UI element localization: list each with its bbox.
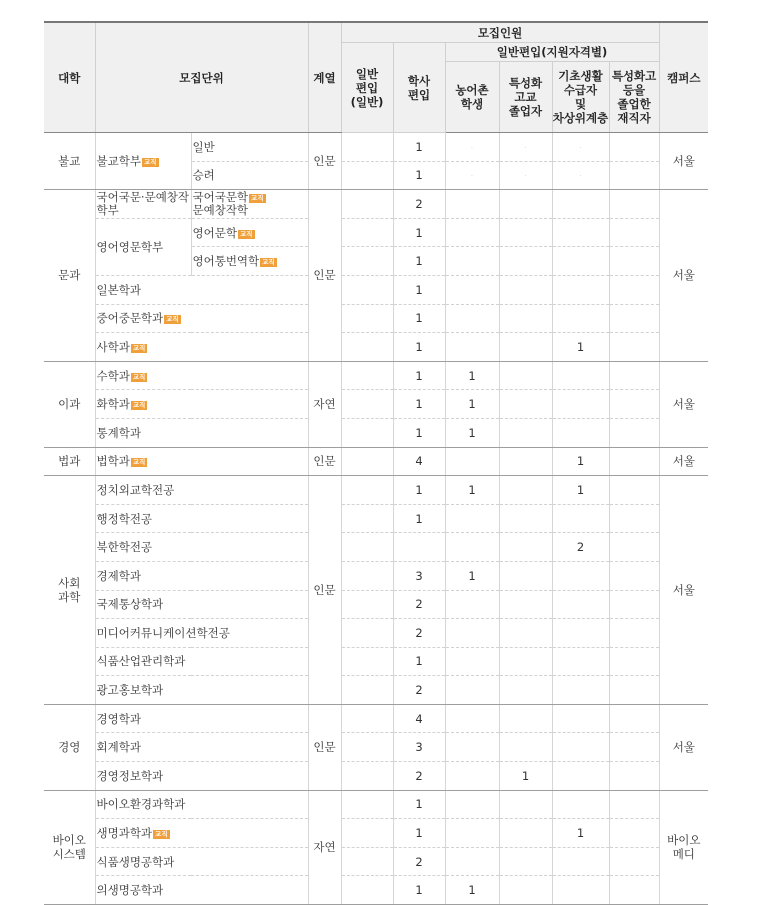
table-row xyxy=(44,762,708,791)
header-campus: 캠퍼스 xyxy=(659,22,708,133)
subunit-cell: 승려 xyxy=(191,161,308,190)
special-hs-cell xyxy=(499,876,552,905)
basic-living-cell xyxy=(552,133,609,162)
college-cell: 사회 과학 xyxy=(44,476,95,705)
bachelor-cell: 1 xyxy=(393,333,445,362)
special-hs-cell xyxy=(499,275,552,304)
special-worker-cell xyxy=(609,418,659,447)
teaching-badge: 교직 xyxy=(132,372,146,381)
table-row xyxy=(44,304,708,333)
rural-cell xyxy=(445,190,499,219)
table-row xyxy=(44,447,708,476)
special-hs-cell xyxy=(499,418,552,447)
unit-label: 수학과 xyxy=(96,368,130,383)
unit-label: 사학과 xyxy=(96,339,130,354)
empty-mark: · xyxy=(579,143,582,152)
track-cell: 자연 xyxy=(308,361,341,447)
basic-living-cell xyxy=(552,390,609,419)
special-hs-cell xyxy=(499,447,552,476)
basic-living-cell xyxy=(552,619,609,648)
special-hs-cell xyxy=(499,161,552,190)
rural-cell xyxy=(445,733,499,762)
special-worker-cell xyxy=(609,561,659,590)
bachelor-cell: 1 xyxy=(393,790,445,819)
special-worker-cell xyxy=(609,161,659,190)
special-worker-cell xyxy=(609,762,659,791)
special-worker-cell xyxy=(609,304,659,333)
header-special-hs: 특성화 고교 졸업자 xyxy=(499,62,552,133)
track-cell: 인문 xyxy=(308,190,341,362)
general-cell xyxy=(341,876,393,905)
header-special-group: 일반편입(지원자격별) xyxy=(445,43,659,62)
basic-living-cell: 1 xyxy=(552,476,609,505)
general-cell xyxy=(341,762,393,791)
unit-cell: 국제통상학과 xyxy=(95,590,308,619)
unit-cell: 북한학전공 xyxy=(95,533,308,562)
bachelor-cell: 2 xyxy=(393,847,445,876)
basic-living-cell xyxy=(552,504,609,533)
unit-cell: 경영정보학과 xyxy=(95,762,308,791)
teaching-badge: 교직 xyxy=(132,458,146,467)
rural-cell xyxy=(445,647,499,676)
subunit-cell xyxy=(191,247,308,276)
table-row xyxy=(44,476,708,505)
unit-cell: 광고홍보학과 xyxy=(95,676,308,705)
special-worker-cell xyxy=(609,819,659,848)
special-worker-cell xyxy=(609,275,659,304)
unit-label: 영어통번역학 xyxy=(192,254,260,269)
teaching-badge: 교직 xyxy=(239,229,253,238)
table-row xyxy=(44,876,708,905)
unit-label: 법학과 xyxy=(96,454,130,469)
track-cell: 인문 xyxy=(308,447,341,476)
general-cell xyxy=(341,275,393,304)
bachelor-cell: 1 xyxy=(393,275,445,304)
table-row xyxy=(44,647,708,676)
special-worker-cell xyxy=(609,533,659,562)
rural-cell xyxy=(445,676,499,705)
rural-cell xyxy=(445,619,499,648)
bachelor-cell: 2 xyxy=(393,590,445,619)
basic-living-cell xyxy=(552,418,609,447)
bachelor-cell: 1 xyxy=(393,361,445,390)
special-hs-cell xyxy=(499,390,552,419)
bachelor-cell: 1 xyxy=(393,418,445,447)
rural-cell xyxy=(445,504,499,533)
special-hs-cell xyxy=(499,733,552,762)
bachelor-cell: 1 xyxy=(393,476,445,505)
table-row xyxy=(44,361,708,390)
special-hs-cell xyxy=(499,304,552,333)
header-college: 대학 xyxy=(44,22,95,133)
special-worker-cell xyxy=(609,247,659,276)
basic-living-cell xyxy=(552,733,609,762)
campus-cell: 서울 xyxy=(659,447,708,476)
rural-cell xyxy=(445,533,499,562)
general-cell xyxy=(341,647,393,676)
special-worker-cell xyxy=(609,504,659,533)
basic-living-cell xyxy=(552,590,609,619)
general-cell xyxy=(341,819,393,848)
rural-cell xyxy=(445,819,499,848)
special-hs-cell xyxy=(499,504,552,533)
bachelor-cell: 1 xyxy=(393,819,445,848)
table-row xyxy=(44,190,708,219)
teaching-badge: 교직 xyxy=(143,158,157,167)
special-hs-cell: 1 xyxy=(499,762,552,791)
empty-mark: · xyxy=(470,172,474,181)
general-cell xyxy=(341,218,393,247)
campus-cell: 서울 xyxy=(659,361,708,447)
special-hs-cell xyxy=(499,218,552,247)
bachelor-cell: 4 xyxy=(393,704,445,733)
table-row xyxy=(44,590,708,619)
table-row xyxy=(44,533,708,562)
special-hs-cell xyxy=(499,561,552,590)
track-cell: 인문 xyxy=(308,704,341,790)
special-hs-cell xyxy=(499,190,552,219)
special-hs-cell xyxy=(499,361,552,390)
table-row xyxy=(44,790,708,819)
unit-label: 불교학부 xyxy=(96,154,141,169)
header-unit: 모집단위 xyxy=(95,22,308,133)
special-worker-cell xyxy=(609,333,659,362)
unit-cell: 식품산업관리학과 xyxy=(95,647,308,676)
general-cell xyxy=(341,476,393,505)
special-hs-cell xyxy=(499,333,552,362)
general-cell xyxy=(341,704,393,733)
special-hs-cell xyxy=(499,476,552,505)
bachelor-cell: 1 xyxy=(393,504,445,533)
basic-living-cell xyxy=(552,676,609,705)
rural-cell xyxy=(445,333,499,362)
rural-cell xyxy=(445,847,499,876)
unit-label: 문예창작학 xyxy=(192,202,249,217)
general-cell xyxy=(341,390,393,419)
campus-cell: 서울 xyxy=(659,476,708,705)
rural-cell xyxy=(445,447,499,476)
rural-cell: 1 xyxy=(445,390,499,419)
empty-mark: · xyxy=(524,143,527,152)
general-cell xyxy=(341,333,393,362)
table-row xyxy=(44,133,708,162)
header-bachelor: 학사 편입 xyxy=(393,43,445,133)
general-cell xyxy=(341,304,393,333)
general-cell xyxy=(341,619,393,648)
unit-cell xyxy=(95,133,191,190)
basic-living-cell xyxy=(552,190,609,219)
rural-cell xyxy=(445,133,499,162)
header-rural: 농어촌 학생 xyxy=(445,62,499,133)
general-cell xyxy=(341,561,393,590)
rural-cell: 1 xyxy=(445,876,499,905)
special-worker-cell xyxy=(609,876,659,905)
table-row xyxy=(44,390,708,419)
empty-mark: · xyxy=(579,172,582,181)
track-cell: 인문 xyxy=(308,133,341,190)
unit-cell: 영어영문학부 xyxy=(95,218,191,275)
bachelor-cell: 1 xyxy=(393,161,445,190)
general-cell xyxy=(341,247,393,276)
special-hs-cell xyxy=(499,819,552,848)
general-cell xyxy=(341,361,393,390)
bachelor-cell: 2 xyxy=(393,619,445,648)
college-cell: 바이오 시스템 xyxy=(44,790,95,904)
special-hs-cell xyxy=(499,247,552,276)
special-hs-cell xyxy=(499,790,552,819)
special-hs-cell xyxy=(499,847,552,876)
subunit-cell: 일반 xyxy=(191,133,308,162)
unit-cell: 행정학전공 xyxy=(95,504,308,533)
header-capacity: 모집인원 xyxy=(341,22,659,43)
rural-cell xyxy=(445,790,499,819)
unit-cell: 회계학과 xyxy=(95,733,308,762)
teaching-badge: 교직 xyxy=(132,401,146,410)
bachelor-cell: 1 xyxy=(393,133,445,162)
bachelor-cell: 1 xyxy=(393,247,445,276)
header-special-worker: 특성화고 등을 졸업한 재직자 xyxy=(609,62,659,133)
general-cell xyxy=(341,847,393,876)
basic-living-cell xyxy=(552,704,609,733)
general-cell xyxy=(341,533,393,562)
teaching-badge: 교직 xyxy=(155,830,168,839)
unit-cell: 국어국문·문예창작학부 xyxy=(96,189,190,217)
special-hs-cell xyxy=(499,619,552,648)
rural-cell: 1 xyxy=(445,361,499,390)
special-worker-cell xyxy=(609,847,659,876)
unit-cell: 의생명공학과 xyxy=(95,876,308,905)
general-cell xyxy=(341,790,393,819)
general-cell xyxy=(341,504,393,533)
unit-cell xyxy=(95,447,308,476)
rural-cell: 1 xyxy=(445,561,499,590)
special-worker-cell xyxy=(609,590,659,619)
general-cell xyxy=(341,190,393,219)
subunit-cell xyxy=(191,218,308,247)
unit-cell xyxy=(95,390,308,419)
table-row xyxy=(44,704,708,733)
table-row xyxy=(44,676,708,705)
empty-mark: · xyxy=(470,143,474,152)
bachelor-cell: 3 xyxy=(393,561,445,590)
special-hs-cell xyxy=(499,590,552,619)
rural-cell: 1 xyxy=(445,418,499,447)
special-worker-cell xyxy=(609,733,659,762)
rural-cell xyxy=(445,161,499,190)
basic-living-cell xyxy=(552,876,609,905)
campus-cell: 바이오 메디 xyxy=(659,790,708,904)
recruitment-table xyxy=(44,21,708,905)
table-row xyxy=(44,275,708,304)
unit-label: 중어중문학과 xyxy=(96,311,164,326)
unit-label: 화학과 xyxy=(96,397,130,412)
header-track: 계열 xyxy=(308,22,341,133)
empty-mark: · xyxy=(524,172,527,181)
rural-cell xyxy=(445,590,499,619)
unit-cell: 일본학과 xyxy=(95,275,308,304)
unit-label: 생명과학과 xyxy=(96,826,153,841)
bachelor-cell: 2 xyxy=(393,762,445,791)
table-row xyxy=(44,619,708,648)
teaching-badge: 교직 xyxy=(251,193,264,202)
unit-label: 국어국문학 xyxy=(192,189,249,204)
rural-cell xyxy=(445,218,499,247)
special-worker-cell xyxy=(609,647,659,676)
special-worker-cell xyxy=(609,218,659,247)
basic-living-cell xyxy=(552,561,609,590)
special-hs-cell xyxy=(499,133,552,162)
basic-living-cell xyxy=(552,161,609,190)
basic-living-cell xyxy=(552,847,609,876)
unit-cell: 미디어커뮤니케이션학전공 xyxy=(95,619,308,648)
teaching-badge: 교직 xyxy=(262,258,275,267)
general-cell xyxy=(341,133,393,162)
header-general: 일반 편입 (일반) xyxy=(341,43,393,133)
bachelor-cell: 2 xyxy=(393,190,445,219)
basic-living-cell xyxy=(552,647,609,676)
basic-living-cell xyxy=(552,361,609,390)
bachelor-cell: 4 xyxy=(393,447,445,476)
track-cell: 자연 xyxy=(308,790,341,904)
campus-cell: 서울 xyxy=(659,190,708,362)
bachelor-cell xyxy=(393,533,445,562)
bachelor-cell: 2 xyxy=(393,676,445,705)
table-row xyxy=(44,847,708,876)
unit-cell xyxy=(95,361,308,390)
table-row xyxy=(44,504,708,533)
basic-living-cell xyxy=(552,762,609,791)
bachelor-cell: 1 xyxy=(393,390,445,419)
subunit-cell xyxy=(191,190,308,219)
unit-cell: 정치외교학전공 xyxy=(95,476,308,505)
basic-living-cell xyxy=(552,218,609,247)
general-cell xyxy=(341,418,393,447)
special-worker-cell xyxy=(609,619,659,648)
general-cell xyxy=(341,447,393,476)
college-cell: 문과 xyxy=(44,190,95,362)
table-body xyxy=(44,133,708,905)
unit-cell: 경영학과 xyxy=(95,704,308,733)
special-worker-cell xyxy=(609,447,659,476)
teaching-badge: 교직 xyxy=(166,315,179,324)
general-cell xyxy=(341,676,393,705)
table-row xyxy=(44,733,708,762)
campus-cell: 서울 xyxy=(659,133,708,190)
rural-cell xyxy=(445,304,499,333)
track-cell: 인문 xyxy=(308,476,341,705)
college-cell: 불교 xyxy=(44,133,95,190)
special-worker-cell xyxy=(609,476,659,505)
special-worker-cell xyxy=(609,704,659,733)
college-cell: 경영 xyxy=(44,704,95,790)
bachelor-cell: 1 xyxy=(393,647,445,676)
table-row xyxy=(44,819,708,848)
table-row xyxy=(44,418,708,447)
basic-living-cell xyxy=(552,275,609,304)
special-worker-cell xyxy=(609,390,659,419)
college-cell: 법과 xyxy=(44,447,95,476)
basic-living-cell: 1 xyxy=(552,819,609,848)
special-hs-cell xyxy=(499,676,552,705)
table-row xyxy=(44,333,708,362)
general-cell xyxy=(341,161,393,190)
special-worker-cell xyxy=(609,190,659,219)
bachelor-cell: 1 xyxy=(393,218,445,247)
bachelor-cell: 1 xyxy=(393,304,445,333)
basic-living-cell xyxy=(552,304,609,333)
bachelor-cell: 1 xyxy=(393,876,445,905)
basic-living-cell: 2 xyxy=(552,533,609,562)
special-hs-cell xyxy=(499,704,552,733)
basic-living-cell: 1 xyxy=(552,447,609,476)
basic-living-cell xyxy=(552,247,609,276)
rural-cell xyxy=(445,247,499,276)
special-worker-cell xyxy=(609,133,659,162)
recruitment-table-wrapper xyxy=(44,21,708,905)
rural-cell: 1 xyxy=(445,476,499,505)
unit-cell: 통계학과 xyxy=(95,418,308,447)
bachelor-cell: 3 xyxy=(393,733,445,762)
unit-cell: 식품생명공학과 xyxy=(95,847,308,876)
special-worker-cell xyxy=(609,676,659,705)
rural-cell xyxy=(445,275,499,304)
unit-label: 영어문학 xyxy=(192,225,237,240)
unit-cell xyxy=(95,333,308,362)
campus-cell: 서울 xyxy=(659,704,708,790)
basic-living-cell: 1 xyxy=(552,333,609,362)
table-header xyxy=(44,22,708,133)
basic-living-cell xyxy=(552,790,609,819)
special-hs-cell xyxy=(499,647,552,676)
rural-cell xyxy=(445,704,499,733)
table-row xyxy=(44,218,708,247)
teaching-badge: 교직 xyxy=(132,343,146,352)
special-worker-cell xyxy=(609,790,659,819)
college-cell: 이과 xyxy=(44,361,95,447)
table-row xyxy=(44,561,708,590)
rural-cell xyxy=(445,762,499,791)
special-hs-cell xyxy=(499,533,552,562)
general-cell xyxy=(341,590,393,619)
header-basic-living: 기초생활 수급자 및 차상위계층 xyxy=(552,62,609,133)
special-worker-cell xyxy=(609,361,659,390)
unit-cell: 바이오환경과학과 xyxy=(95,790,308,819)
unit-cell xyxy=(95,819,308,848)
unit-cell: 경제학과 xyxy=(95,561,308,590)
unit-cell xyxy=(95,304,308,333)
general-cell xyxy=(341,733,393,762)
